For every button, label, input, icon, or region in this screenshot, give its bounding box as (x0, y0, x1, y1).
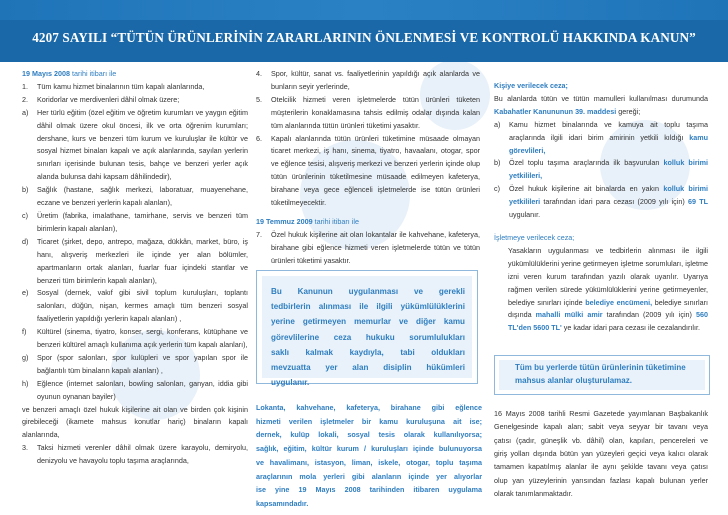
fine-amount: 69 TL (687, 197, 708, 207)
list-item-text: Her türlü eğitim (özel eğitim ve öğretim kurumları ve yaygın eğitim dâhil olmak üzere okul öncesi, ilk ve orta öğrenim kurumları; dershane, kurs ve benzeri tüm kurum ve kuruluşlar ile kültür ve sosyal hizmet binaları kapalı ve açık alanlarında, sayılan yerlerin sınırları içerisinde bulunan tesis, bahçe ve benzeri yerler açık alanda bulunsa dahi kapsam dâhilindedir), (37, 107, 248, 182)
list-item-marker: a) (494, 119, 501, 129)
page-title: 4207 SAYILI “TÜTÜN ÜRÜNLERİNİN ZARARLARININ ÖNLENMESİ VE KONTROLÜ HAKKINDA KANUN” (32, 30, 696, 45)
list-item (494, 183, 708, 222)
list-item-marker: 1. (22, 81, 28, 91)
list-item-text: Taksi hizmeti verenler dâhil olmak üzere karayolu, demiryolu, denizyolu ve havayolu toplu taşıma araçlarında, (37, 443, 248, 466)
header-stripe (0, 0, 728, 20)
definition-line: giriş yolları dışında bütün yan yüzeyleri geçici veya kalıcı olarak (494, 448, 708, 458)
list-item (22, 184, 248, 210)
scope-line: sağlık, eğitim, kültür kurum / kuruluşları içinde bulunuyorsa (256, 444, 482, 454)
list-item-text: Kültürel (sinema, tiyatro, konser, sergi, konferans, kütüphane ve benzeri kültürel amaçlı kullanıma açık yerlerin tüm kapalı alanları), (37, 327, 248, 350)
list-item (22, 94, 248, 107)
date-line (256, 216, 480, 229)
list-item-marker: a) (22, 107, 29, 117)
scope-line: kapsamındadır. (256, 498, 309, 508)
business-penalty-heading: İşletmeye verilecek ceza; (494, 232, 575, 242)
scope-line: hizmeti verilen işletmeler bir kamu kuruluşuna ait ise; (256, 416, 482, 426)
scope-line: dernek, kulüp lokali, sosyal tesis olarak kullanılıyorsa; (256, 430, 482, 440)
list-item-text: ve benzeri amaçlı özel hukuk kişilerine ait olan ve birden çok kişinin girebileceği (ikamete mahsus konutlar hariç) binaların kapalı alanlarında, (22, 404, 248, 440)
authority-name: belediye encümeni, (585, 297, 653, 307)
list-item-text: Özel hukuk kişilerine ait olan lokantalar ile kahvehane, kafeterya, birahane gibi eğlence hizmeti veren işletmelerde tütün ve tütün ürünleri tüketimi yasaktır. (271, 229, 480, 265)
rule-list (256, 68, 480, 210)
list-item (22, 210, 248, 236)
list-item-marker: e) (22, 288, 29, 298)
definition-line: olup yan yüzeylerinin yarısından fazlası kapalı bulunan yerler (494, 475, 708, 485)
callout-line: yerine getirmeyen memurlar ve diğer kamu (271, 317, 465, 327)
list-item-text: Özel toplu taşıma araçlarında ilk başvurulan (509, 158, 664, 168)
list-item-text: Özel hukuk kişilerine ait binalarda en yakın (509, 184, 664, 194)
business-penalty-text-part: belediye sınırları dışında (508, 297, 709, 320)
authority-name: kolluk birimi yetkilileri (509, 184, 708, 207)
list-item (22, 378, 248, 404)
definition-line: 16 Mayıs 2008 tarihli Resmi Gazetede yayımlanan Başbakanlık (494, 409, 708, 418)
callout-line: mevzuatta yer alan disiplin hükümleri (271, 363, 465, 372)
left-column (22, 68, 248, 468)
date-value: 19 Mayıs 2008 (22, 69, 70, 78)
list-item (256, 94, 480, 133)
business-penalty-text-part: tarafından (2009 yılı için) (602, 310, 697, 320)
business-penalty-text-part: ye kadar idari para cezası ile cezalandırılır. (561, 323, 700, 333)
list-item-text: Sağlık (hastane, sağlık merkezi, laboratuar, muayenehane, eczane ve benzeri yerlerin kapalı alanları), (37, 185, 248, 208)
list-item-text: Üretim (fabrika, imalathane, tamirhane, servis ve benzeri tüm birimlerin kapalı alanları), (37, 210, 248, 233)
callout-line: tedbirlerin alınması ile ilgili yükümlülüklerini (271, 302, 465, 312)
right-column (494, 68, 708, 335)
list-item (22, 326, 248, 352)
callout-line: mahsus alanlar oluşturulamaz. (515, 376, 632, 385)
authority-name: mahalli mülki amir (535, 310, 603, 320)
list-item (22, 236, 248, 288)
list-item-text: Sosyal (dernek, vakıf gibi sivil toplum kuruluşları, toplantı salonları, düğün, nişan, kermes amaçlı tüm benzeri sosyal faaliyetlerin yapıldığı yerlerin kapalı alanları) , (37, 288, 248, 324)
definition-line: çatısı (çadır, güneşlik vb. dâhil) olan, kapıları, pencereleri ve (494, 435, 708, 445)
callout-line: görevlilerine ceza hukuku sorumlulukları (271, 332, 465, 342)
scope-line: Lokanta, kahvehane, kafeterya, birahane gibi eğlence (256, 403, 482, 412)
penalty-intro-end: gereği; (616, 106, 641, 116)
list-item-marker: 3. (22, 443, 28, 453)
list-item-marker: f) (22, 327, 27, 337)
definition-line: tamamen kapatılmış alanlar ile aynı şekilde tavanı veya çatısı (494, 462, 708, 472)
list-item-marker: 7. (256, 229, 262, 239)
list-item (256, 133, 480, 210)
list-item-marker: d) (22, 236, 29, 246)
scope-line: ise yine 19 Mayıs 2008 tarihinden itibaren uygulama (256, 485, 482, 495)
list-item-text: tarafından idari para cezası (2009 yılı için) (540, 197, 688, 207)
list-item (22, 404, 248, 443)
date-suffix: tarihi itibarı ile (312, 216, 359, 226)
list-item-text: uygulanır. (509, 210, 541, 220)
penalty-intro (494, 93, 708, 119)
list-item-text: Eğlence (internet salonları, bowling salonları, ganyan, iddia gibi oyunun oynanan bayiler) (37, 378, 248, 401)
definition-line: Genelgesinde kapalı alan; sabit veya seyyar bir tavanı veya (494, 422, 708, 432)
list-item-text: Spor, kültür, sanat vs. faaliyetlerinin yapıldığı açık alanlarda ve bunların seyir yerlerinde, (271, 69, 480, 91)
no-smoking-area-callout (494, 355, 710, 395)
disciplinary-callout-box (256, 270, 478, 388)
penalty-intro-text: Bu alanlarda tütün ve tütün mamulleri kullanılması durumunda (494, 93, 708, 103)
rule-list (22, 81, 248, 404)
list-item-marker: c) (22, 210, 28, 220)
callout-line: saklı kalmak kaydıyla, tabi oldukları (271, 347, 465, 357)
callout-line: Tüm bu yerlerde tütün ürünlerinin tüketimine (515, 363, 686, 372)
list-item-marker: c) (494, 184, 500, 194)
authority-name: kamu görevlileri, (509, 132, 708, 155)
callout-line: Bu Kanunun uygulanması ve gerekli (271, 287, 465, 296)
list-item-marker: b) (494, 158, 501, 168)
list-item-marker: h) (22, 378, 29, 388)
list-item-marker: g) (22, 352, 29, 362)
list-item-text: Koridorlar ve merdivenleri dâhil olmak üzere; (37, 94, 180, 104)
list-item-marker: b) (22, 185, 29, 195)
scope-line: ve havalimanı, istasyon, liman, iskele, otogar, toplu taşıma (256, 457, 482, 467)
list-item (256, 229, 480, 268)
list-item (22, 107, 248, 184)
list-item-marker: 5. (256, 94, 262, 104)
date-value: 19 Temmuz 2009 (256, 216, 313, 226)
definition-line: olarak tanımlanmaktadır. (494, 488, 573, 498)
list-item-text: Kamu hizmet binalarında ve kamuya ait toplu taşıma araçlarında ilgili idari birim amirinin yetkili kıldığı (509, 119, 708, 142)
page-header (0, 0, 728, 62)
list-item-text: Kapalı alanlarında tütün ürünleri tüketimine müsaade olmayan ticaret merkezi, iş hanı, sinema, tiyatro, havaalanı, otogar, spor ve eğlence tesisi, alışveriş merkezi ve benzeri yerlerin içinde olup tütün ürünlerinin tüketilmesine müsaade edilmeyen kafeterya, birahane veya gece eğlenceli işletmelerde ise tütün ürünleri tüketilmeyecektir. (271, 133, 480, 208)
list-item-text: Tüm kamu hizmet binalarının tüm kapalı alanlarında, (37, 81, 205, 91)
middle-column (256, 68, 480, 268)
list-item-text: Otelcilik hizmeti veren işletmelerde tütün ürünleri tüketen müşterilerin konaklamasına tahsis edilmiş odalar dışında kalan tüm alanlarında tütün ürünleri tüketimi yasaktır. (271, 94, 480, 130)
callout-line: uygulanır. (271, 378, 310, 388)
list-item (22, 442, 248, 468)
list-item (22, 352, 248, 378)
date-line (22, 68, 248, 81)
list-item-text: Spor (spor salonları, spor kulüpleri ve spor yapılan spor ile bağlantılı tüm binaların kapalı alanları) , (37, 352, 248, 375)
list-item (494, 119, 708, 158)
individual-penalty-heading: Kişiye verilecek ceza; (494, 81, 568, 90)
fine-amount: 560 TL'den 5600 TL' (508, 310, 709, 333)
list-item-marker: 6. (256, 133, 262, 143)
date-suffix: tarihi itibarı ile (69, 69, 117, 78)
list-item (22, 81, 248, 94)
authority-name: kolluk birimi yetkilileri, (509, 158, 709, 181)
law-article-reference: Kabahatler Kanununun 39. maddesi (494, 106, 617, 116)
business-penalty-text-part: Yasakların uygulanması ve tedbirlerin alınması ile ilgili yükümlülüklerini yerine getirmeyen işletme sorumluları, işletme izni veren kurum tarafından yazılı olarak uyarılır. Uyarıya rağmen verilen sürede yükümlülüklerini yerine getirmeyenler, belediye sınırları içinde (508, 245, 708, 307)
list-item (22, 287, 248, 326)
business-penalty-text (494, 245, 708, 335)
scope-line: araçlarının mola yerleri gibi alanların içinde yer alıyorlar (256, 471, 482, 481)
list-item (256, 68, 480, 94)
list-item-marker: 2. (22, 94, 28, 104)
list-item-text: Ticaret (şirket, depo, antrepo, mağaza, dükkân, market, büro, iş hanı, alışveriş merkezleri ile içinde yer alan bölümler, apartmanların ortak alanları, fuarlar fuar içindeki stantlar ve benzeri tüm birimlerin kapalı alanları), (37, 236, 248, 285)
list-item (494, 157, 708, 183)
list-item-marker: 4. (256, 69, 262, 78)
